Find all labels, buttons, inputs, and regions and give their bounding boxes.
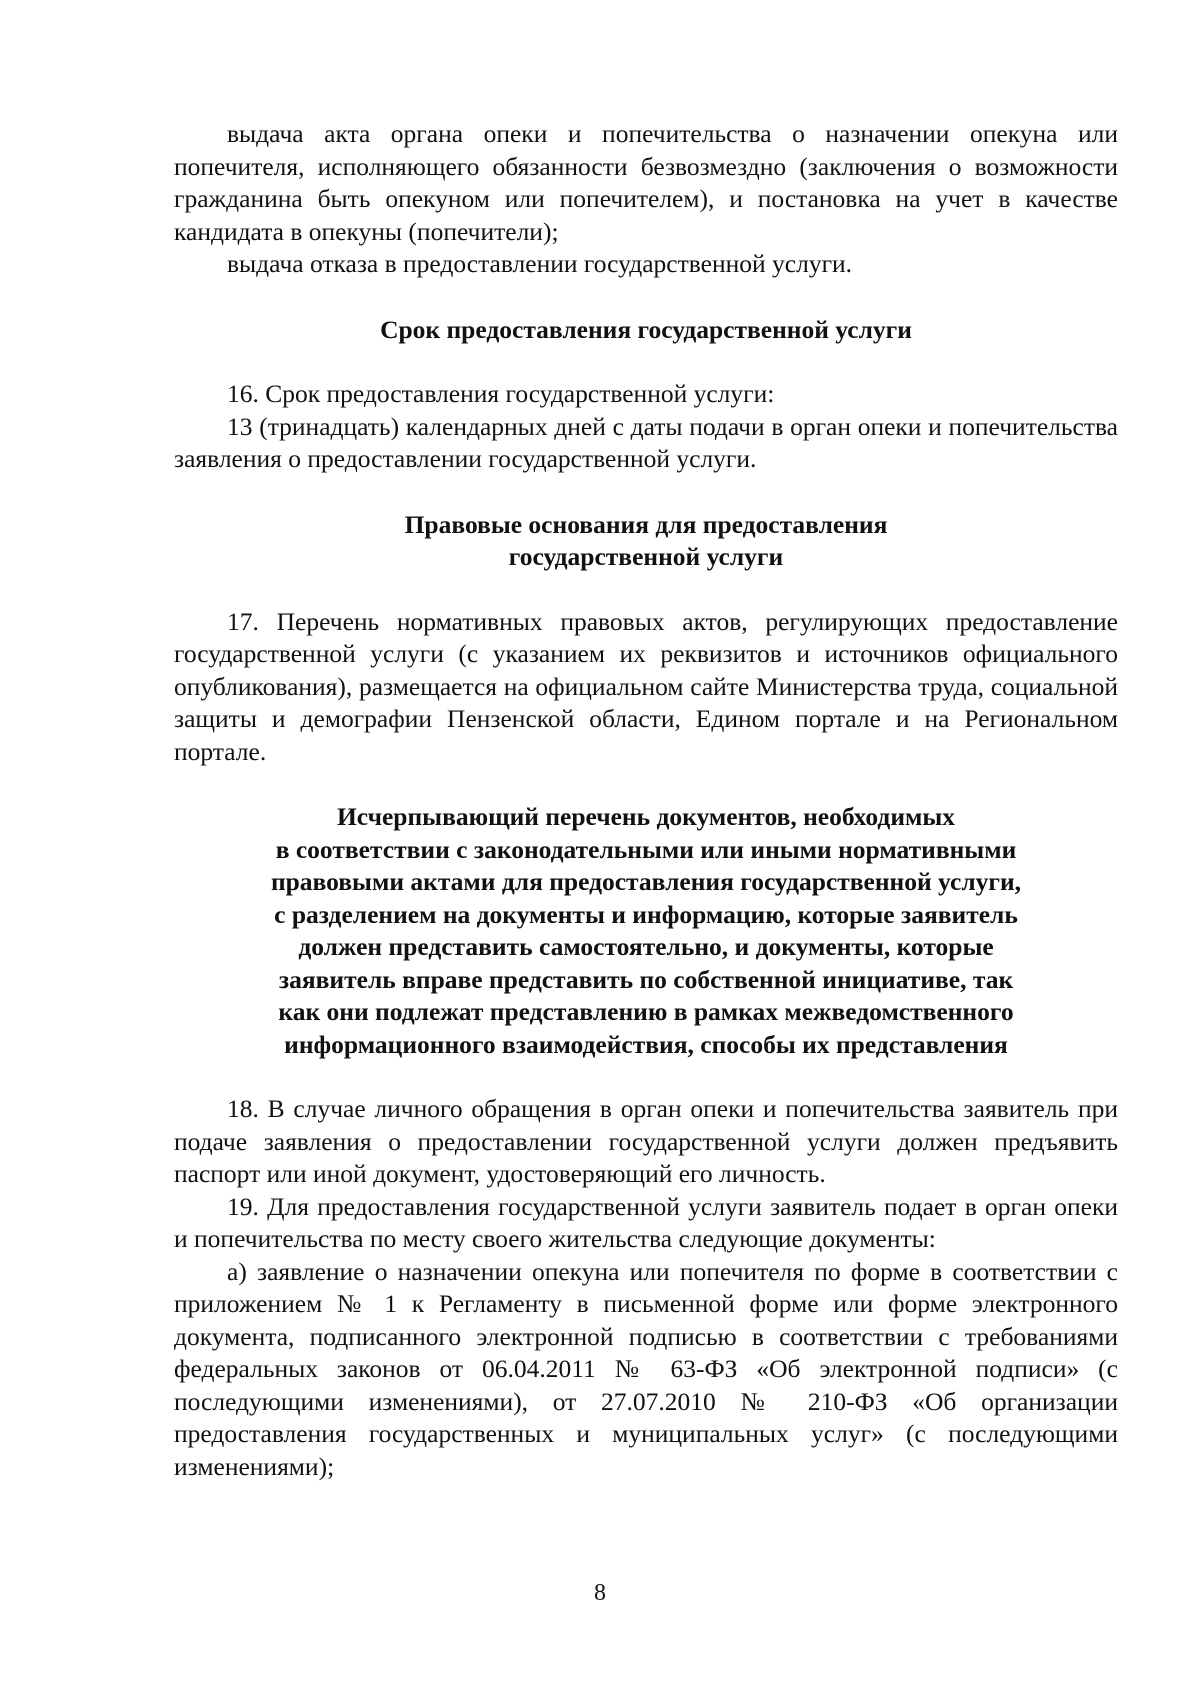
heading-service-term bbox=[174, 314, 1118, 347]
heading-documents-line: Исчерпывающий перечень документов, необходимых bbox=[336, 802, 956, 831]
paragraph-17: 17. Перечень нормативных правовых актов, регулирующих предоставление государственной услуги (с указанием их реквизитов и источников официального опубликования), размещается на официальном сайте Министерства труда, социальной защиты и демографии Пензенской области, Едином портале и на Региональном портале. bbox=[174, 606, 1118, 766]
heading-service-term-line: Срок предоставления государственной услуги bbox=[380, 314, 912, 344]
document-page bbox=[174, 118, 1118, 1483]
heading-documents-line: как они подлежат представлению в рамках межведомственного bbox=[278, 997, 1014, 1026]
paragraph-16: 16. Срок предоставления государственной услуги: bbox=[227, 379, 775, 408]
paragraph-19-a: а) заявление о назначении опекуна или попечителя по форме в соответствии с приложением № 1 к Регламенту в письменной форме или форме электронного документа, подписанного электронной подписью в соответствии с требованиями федеральных законов от 06.04.2011 № 63-ФЗ «Об электронной подписи» (с последующими изменениями), от 27.07.2010 № 210-ФЗ «Об организации предоставления государственных и муниципальных услуг» (с последующими изменениями); bbox=[174, 1256, 1118, 1481]
paragraph-18: 18. В случае личного обращения в орган опеки и попечительства заявитель при подаче заявления о предоставлении государственной услуги должен предъявить паспорт или иной документ, удостоверяющий его личность. bbox=[174, 1094, 1118, 1188]
paragraph-19: 19. Для предоставления государственной услуги заявитель подает в орган опеки и попечительства по месту своего жительства следующие документы: bbox=[174, 1191, 1118, 1253]
heading-legal-basis-line: Правовые основания для предоставления bbox=[404, 509, 888, 539]
page-number: 8 bbox=[594, 1580, 606, 1606]
paragraph-refusal: выдача отказа в предоставлении государственной услуги. bbox=[227, 249, 853, 278]
heading-documents-line: правовыми актами для предоставления государственной услуги, bbox=[270, 867, 1022, 896]
heading-legal-basis-line: государственной услуги bbox=[508, 542, 784, 571]
heading-documents-line: должен представить самостоятельно, и документы, которые bbox=[298, 932, 994, 961]
paragraph-guardian-act: выдача акта органа опеки и попечительства о назначении опекуна или попечителя, исполняющего обязанности безвозмездно (заключения о возможности гражданина быть опекуном или попечителем), и постановка на учет в качестве кандидата в опекуны (попечители); bbox=[174, 119, 1118, 246]
heading-documents-line: информационного взаимодействия, способы их представления bbox=[284, 1029, 1008, 1059]
heading-documents-list bbox=[174, 801, 1118, 1061]
paragraph-16-term: 13 (тринадцать) календарных дней с даты подачи в орган опеки и попечительства заявления о предоставлении государственной услуги. bbox=[174, 411, 1118, 473]
heading-legal-basis bbox=[174, 509, 1118, 574]
heading-documents-line: в соответствии с законодательными или иными нормативными bbox=[275, 834, 1017, 864]
heading-documents-line: заявитель вправе представить по собственной инициативе, так bbox=[278, 964, 1014, 994]
heading-documents-line: с разделением на документы и информацию, которые заявитель bbox=[274, 899, 1018, 929]
